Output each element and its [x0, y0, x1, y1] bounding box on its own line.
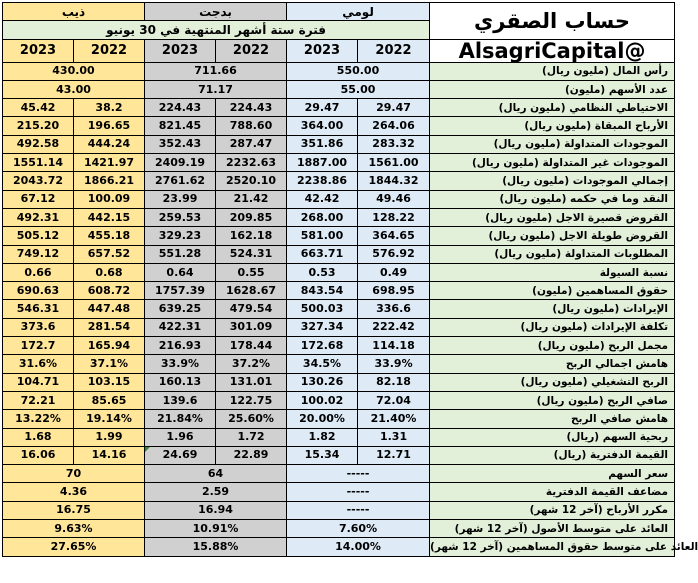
value-cell: 268.00 — [287, 208, 358, 226]
value-cell: 103.15 — [74, 373, 145, 391]
row-label: العائد على متوسط حقوق المساهمين (آخر 12 شهر) — [430, 538, 675, 556]
value-cell: 287.47 — [216, 135, 287, 153]
value-cell: 16.06 — [3, 446, 74, 464]
year-cell: 2022 — [74, 39, 145, 62]
value-cell: 131.01 — [216, 373, 287, 391]
value-cell: 505.12 — [3, 227, 74, 245]
value-cell: 224.43 — [216, 99, 287, 117]
years-row — [3, 39, 675, 62]
value-cell: 27.65% — [3, 538, 145, 556]
value-cell: 2520.10 — [216, 172, 287, 190]
value-cell: 2043.72 — [3, 172, 74, 190]
value-cell: 327.34 — [287, 318, 358, 336]
value-cell: 67.12 — [3, 190, 74, 208]
value-cell: 37.1% — [74, 355, 145, 373]
value-cell: 172.68 — [287, 337, 358, 355]
value-cell: 479.54 — [216, 300, 287, 318]
value-cell: 139.6 — [145, 391, 216, 409]
row-label: الربح التشغيلي (مليون ريال) — [430, 373, 675, 391]
value-cell: 33.9% — [358, 355, 430, 373]
row-label: هامش صافي الربح — [430, 410, 675, 428]
value-cell: 2.59 — [145, 483, 287, 501]
value-cell: 15.88% — [145, 538, 287, 556]
value-cell: 22.89 — [216, 446, 287, 464]
table-row — [3, 318, 675, 336]
value-cell: 19.14% — [74, 410, 145, 428]
company-header-row — [3, 3, 675, 21]
table-row — [3, 62, 675, 80]
value-cell: 4.36 — [3, 483, 145, 501]
table-row — [3, 99, 675, 117]
value-cell: 430.00 — [3, 62, 145, 80]
value-cell: 20.00% — [287, 410, 358, 428]
company-budget: بدجت — [145, 3, 287, 21]
table-row — [3, 410, 675, 428]
value-cell: 100.02 — [287, 391, 358, 409]
year-cell: 2022 — [216, 39, 287, 62]
value-cell: 0.68 — [74, 263, 145, 281]
value-cell: 82.18 — [358, 373, 430, 391]
value-cell: 16.94 — [145, 501, 287, 519]
table-row — [3, 355, 675, 373]
value-cell: 492.58 — [3, 135, 74, 153]
row-label: المطلوبات المتداولة (مليون ريال) — [430, 245, 675, 263]
table-row — [3, 263, 675, 281]
value-cell: 843.54 — [287, 282, 358, 300]
value-cell: 0.53 — [287, 263, 358, 281]
value-cell: 24.69 — [145, 446, 216, 464]
value-cell: 16.75 — [3, 501, 145, 519]
value-cell: 23.99 — [145, 190, 216, 208]
table-row — [3, 428, 675, 446]
value-cell: 172.7 — [3, 337, 74, 355]
value-cell: 31.6% — [3, 355, 74, 373]
value-cell: 2761.62 — [145, 172, 216, 190]
row-label: مجمل الربح (مليون ريال) — [430, 337, 675, 355]
value-cell: 551.28 — [145, 245, 216, 263]
value-cell: 114.18 — [358, 337, 430, 355]
row-label: إجمالي الموجودات (مليون ريال) — [430, 172, 675, 190]
account-handle: AlsagriCapital@ — [430, 39, 675, 62]
row-label: النقد وما في حكمه (مليون ريال) — [430, 190, 675, 208]
year-cell: 2022 — [358, 39, 430, 62]
table-row — [3, 483, 675, 501]
value-cell: 13.22% — [3, 410, 74, 428]
table-row — [3, 538, 675, 556]
value-cell: 500.03 — [287, 300, 358, 318]
value-cell: 1.68 — [3, 428, 74, 446]
value-cell: 690.63 — [3, 282, 74, 300]
value-cell: 71.17 — [145, 80, 287, 98]
table-row — [3, 227, 675, 245]
row-label: الأرباح المبقاة (مليون ريال) — [430, 117, 675, 135]
value-cell: 749.12 — [3, 245, 74, 263]
value-cell: 821.45 — [145, 117, 216, 135]
value-cell: 2238.86 — [287, 172, 358, 190]
year-cell: 2023 — [287, 39, 358, 62]
value-cell: 14.00% — [287, 538, 430, 556]
row-label: حقوق المساهمين (مليون) — [430, 282, 675, 300]
value-cell: 336.6 — [358, 300, 430, 318]
value-cell: 160.13 — [145, 373, 216, 391]
value-cell: 0.64 — [145, 263, 216, 281]
comparison-table — [2, 2, 698, 557]
year-cell: 2023 — [3, 39, 74, 62]
value-cell: 546.31 — [3, 300, 74, 318]
row-label: الموجودات المتداولة (مليون ريال) — [430, 135, 675, 153]
value-cell: 442.15 — [74, 208, 145, 226]
value-cell: 42.42 — [287, 190, 358, 208]
company-deeb: ذيب — [3, 3, 145, 21]
value-cell: 49.46 — [358, 190, 430, 208]
table-row — [3, 337, 675, 355]
value-cell: 788.60 — [216, 117, 287, 135]
value-cell: 215.20 — [3, 117, 74, 135]
value-cell: 21.42 — [216, 190, 287, 208]
value-cell: 55.00 — [287, 80, 430, 98]
value-cell: 222.42 — [358, 318, 430, 336]
value-cell: 663.71 — [287, 245, 358, 263]
value-cell: 21.84% — [145, 410, 216, 428]
value-cell: 130.26 — [287, 373, 358, 391]
value-cell: 576.92 — [358, 245, 430, 263]
value-cell: 657.52 — [74, 245, 145, 263]
value-cell: 7.60% — [287, 520, 430, 538]
row-label: القيمة الدفترية (ريال) — [430, 446, 675, 464]
value-cell: 1561.00 — [358, 154, 430, 172]
value-cell: 1.99 — [74, 428, 145, 446]
row-label: الإيرادات (مليون ريال) — [430, 300, 675, 318]
table-row — [3, 172, 675, 190]
value-cell: 422.31 — [145, 318, 216, 336]
row-label: رأس المال (مليون ريال) — [430, 62, 675, 80]
table-row — [3, 446, 675, 464]
value-cell: 550.00 — [287, 62, 430, 80]
value-cell: 9.63% — [3, 520, 145, 538]
row-label: القروض طويلة الاجل (مليون ريال) — [430, 227, 675, 245]
value-cell: 1887.00 — [287, 154, 358, 172]
value-cell: 15.34 — [287, 446, 358, 464]
table-row — [3, 117, 675, 135]
value-cell: 364.65 — [358, 227, 430, 245]
value-cell: 25.60% — [216, 410, 287, 428]
value-cell: 1.72 — [216, 428, 287, 446]
value-cell: 209.85 — [216, 208, 287, 226]
value-cell: 351.86 — [287, 135, 358, 153]
value-cell: 29.47 — [287, 99, 358, 117]
value-cell: 72.04 — [358, 391, 430, 409]
value-cell: 122.75 — [216, 391, 287, 409]
value-cell: 38.2 — [74, 99, 145, 117]
table-row — [3, 208, 675, 226]
value-cell: 178.44 — [216, 337, 287, 355]
table-row — [3, 190, 675, 208]
value-cell: 2232.63 — [216, 154, 287, 172]
value-cell: 29.47 — [358, 99, 430, 117]
row-label: تكلفة الإيرادات (مليون ريال) — [430, 318, 675, 336]
value-cell: 12.71 — [358, 446, 430, 464]
value-cell: ----- — [287, 465, 430, 483]
value-cell: 447.48 — [74, 300, 145, 318]
value-cell: 1551.14 — [3, 154, 74, 172]
value-cell: 10.91% — [145, 520, 287, 538]
table-row — [3, 465, 675, 483]
table-row — [3, 245, 675, 263]
value-cell: 329.23 — [145, 227, 216, 245]
value-cell: 43.00 — [3, 80, 145, 98]
value-cell: 608.72 — [74, 282, 145, 300]
row-label: هامش اجمالي الربح — [430, 355, 675, 373]
table-row — [3, 300, 675, 318]
period-label: فترة ستة أشهر المنتهية في 30 يونيو — [3, 21, 430, 39]
row-label: العائد على متوسط الأصول (آخر 12 شهر) — [430, 520, 675, 538]
value-cell: 283.32 — [358, 135, 430, 153]
row-label: نسبة السيولة — [430, 263, 675, 281]
value-cell: 37.2% — [216, 355, 287, 373]
value-cell: 104.71 — [3, 373, 74, 391]
value-cell: 639.25 — [145, 300, 216, 318]
value-cell: ----- — [287, 483, 430, 501]
value-cell: ----- — [287, 501, 430, 519]
value-cell: 216.93 — [145, 337, 216, 355]
table-row — [3, 520, 675, 538]
value-cell: 364.00 — [287, 117, 358, 135]
value-cell: 581.00 — [287, 227, 358, 245]
row-label: صافي الربح (مليون ريال) — [430, 391, 675, 409]
value-cell: 196.65 — [74, 117, 145, 135]
value-cell: 524.31 — [216, 245, 287, 263]
value-cell: 1844.32 — [358, 172, 430, 190]
value-cell: 21.40% — [358, 410, 430, 428]
row-label: مضاعف القيمة الدفترية — [430, 483, 675, 501]
value-cell: 1421.97 — [74, 154, 145, 172]
value-cell: 1.82 — [287, 428, 358, 446]
value-cell: 0.55 — [216, 263, 287, 281]
value-cell: 100.09 — [74, 190, 145, 208]
value-cell: 34.5% — [287, 355, 358, 373]
value-cell: 281.54 — [74, 318, 145, 336]
row-label: عدد الأسهم (مليون) — [430, 80, 675, 98]
company-lumi: لومي — [287, 3, 430, 21]
row-label: ربحية السهم (ريال) — [430, 428, 675, 446]
row-label: الاحتياطي النظامي (مليون ريال) — [430, 99, 675, 117]
value-cell: 1757.39 — [145, 282, 216, 300]
value-cell: 698.95 — [358, 282, 430, 300]
value-cell: 128.22 — [358, 208, 430, 226]
value-cell: 14.16 — [74, 446, 145, 464]
value-cell: 1.96 — [145, 428, 216, 446]
table-row — [3, 80, 675, 98]
value-cell: 492.31 — [3, 208, 74, 226]
row-label: مكرر الأرباح (آخر 12 شهر) — [430, 501, 675, 519]
value-cell: 1628.67 — [216, 282, 287, 300]
year-cell: 2023 — [145, 39, 216, 62]
value-cell: 64 — [145, 465, 287, 483]
value-cell: 33.9% — [145, 355, 216, 373]
value-cell: 711.66 — [145, 62, 287, 80]
row-label: الموجودات غير المتداولة (مليون ريال) — [430, 154, 675, 172]
row-label: القروض قصيرة الاجل (مليون ريال) — [430, 208, 675, 226]
value-cell: 224.43 — [145, 99, 216, 117]
value-cell: 259.53 — [145, 208, 216, 226]
value-cell: 0.66 — [3, 263, 74, 281]
value-cell: 1866.21 — [74, 172, 145, 190]
table-row — [3, 135, 675, 153]
table-row — [3, 501, 675, 519]
value-cell: 2409.19 — [145, 154, 216, 172]
value-cell: 70 — [3, 465, 145, 483]
table-row — [3, 154, 675, 172]
value-cell: 85.65 — [74, 391, 145, 409]
value-cell: 0.49 — [358, 263, 430, 281]
table-row — [3, 391, 675, 409]
value-cell: 1.31 — [358, 428, 430, 446]
table-row — [3, 373, 675, 391]
value-cell: 72.21 — [3, 391, 74, 409]
value-cell: 45.42 — [3, 99, 74, 117]
value-cell: 373.6 — [3, 318, 74, 336]
value-cell: 444.24 — [74, 135, 145, 153]
value-cell: 455.18 — [74, 227, 145, 245]
account-name: حساب الصقري — [430, 3, 675, 40]
value-cell: 264.06 — [358, 117, 430, 135]
row-label: سعر السهم — [430, 465, 675, 483]
value-cell: 352.43 — [145, 135, 216, 153]
value-cell: 301.09 — [216, 318, 287, 336]
table-row — [3, 282, 675, 300]
value-cell: 162.18 — [216, 227, 287, 245]
value-cell: 165.94 — [74, 337, 145, 355]
